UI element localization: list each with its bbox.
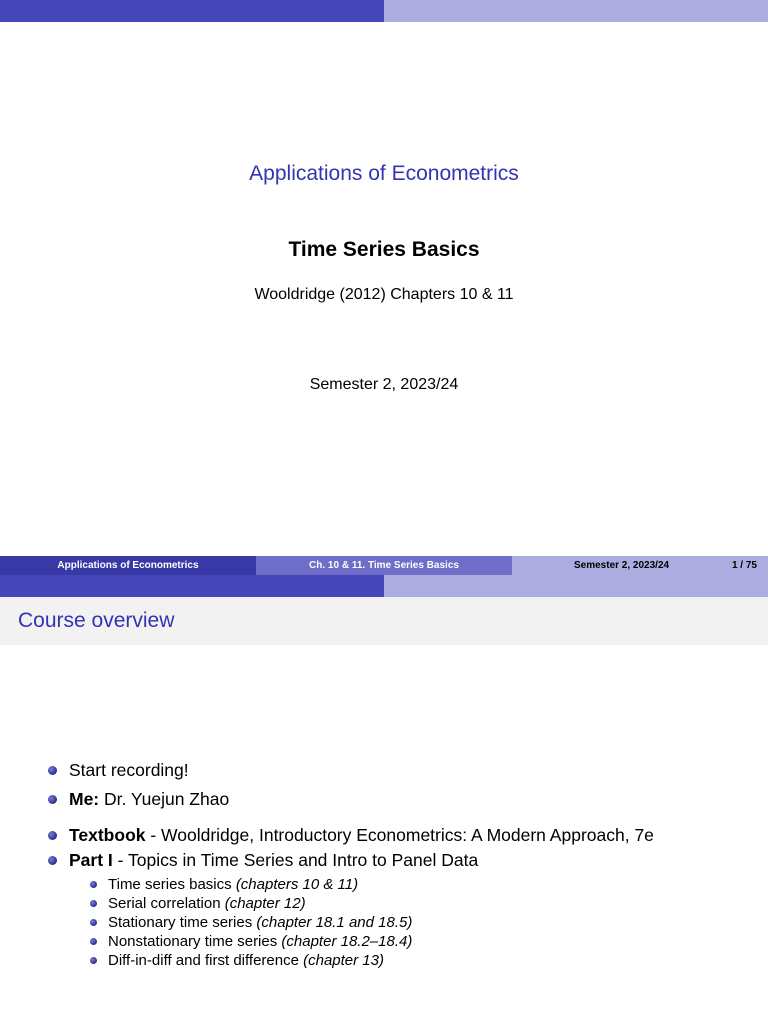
sub-item-text: Diff-in-diff and first difference (108, 952, 304, 969)
sub-item-chapter: (chapter 18.1 and 18.5) (256, 914, 413, 931)
header-bar-light (384, 575, 768, 597)
header-bar-light (384, 0, 768, 22)
list-item (48, 850, 478, 871)
footer-course-label: Applications of Econometrics (57, 560, 199, 571)
presentation-author: Wooldridge (2012) Chapters 10 & 11 (254, 286, 514, 303)
sub-list-item (90, 952, 384, 969)
sub-item-chapter: (chapters 10 & 11) (235, 876, 359, 893)
bullet-icon (48, 831, 57, 840)
presentation-title: Applications of Econometrics (249, 162, 519, 185)
header-bar-dark (0, 575, 384, 597)
footer-section (256, 556, 512, 575)
presentation-subtitle: Time Series Basics (288, 238, 480, 261)
list-item-text: - Topics in Time Series and Intro to Panel Data (112, 850, 479, 870)
sub-item-text: Stationary time series (108, 914, 257, 931)
list-item-text: Dr. Yuejun Zhao (99, 789, 230, 809)
list-item (48, 825, 654, 846)
footer-bar (0, 556, 768, 575)
sub-list-item (90, 914, 412, 931)
header-bar-dark (0, 0, 384, 22)
bullet-icon (90, 881, 97, 888)
list-item-label: Me: (69, 789, 100, 809)
header-bar-slide2 (0, 575, 768, 597)
sub-item-chapter: (chapter 18.2–18.4) (281, 933, 413, 950)
sub-item-text: Nonstationary time series (108, 933, 282, 950)
frame-title-bar (0, 597, 768, 645)
sub-list-item (90, 895, 306, 912)
list-item-text: Start recording! (69, 760, 189, 780)
sub-list-item (90, 933, 412, 950)
list-item (48, 760, 189, 781)
presentation-date: Semester 2, 2023/24 (309, 376, 459, 393)
bullet-icon (90, 938, 97, 945)
sub-item-chapter: (chapter 13) (303, 952, 384, 969)
list-item-text: - Wooldridge, Introductory Econometrics: A Modern Approach, 7e (145, 825, 654, 845)
bullet-icon (48, 795, 57, 804)
header-bar (0, 0, 768, 22)
footer-date: Semester 2, 2023/24 (574, 560, 670, 571)
footer-section-label: Ch. 10 & 11. Time Series Basics (309, 560, 459, 571)
bullet-icon (48, 766, 57, 775)
bullet-icon (90, 957, 97, 964)
list-item-label: Part I (69, 850, 113, 870)
list-item-label: Textbook (69, 825, 146, 845)
footer-info (512, 556, 768, 575)
bullet-icon (90, 900, 97, 907)
footer-course (0, 556, 256, 575)
bullet-icon (90, 919, 97, 926)
sub-list-item (90, 876, 358, 893)
list-item (48, 789, 229, 810)
sub-item-chapter: (chapter 12) (224, 895, 306, 912)
bullet-icon (48, 856, 57, 865)
footer-page-number: 1 / 75 (731, 560, 757, 571)
frame-title: Course overview (18, 609, 175, 632)
sub-item-text: Time series basics (108, 876, 236, 893)
sub-item-text: Serial correlation (108, 895, 225, 912)
